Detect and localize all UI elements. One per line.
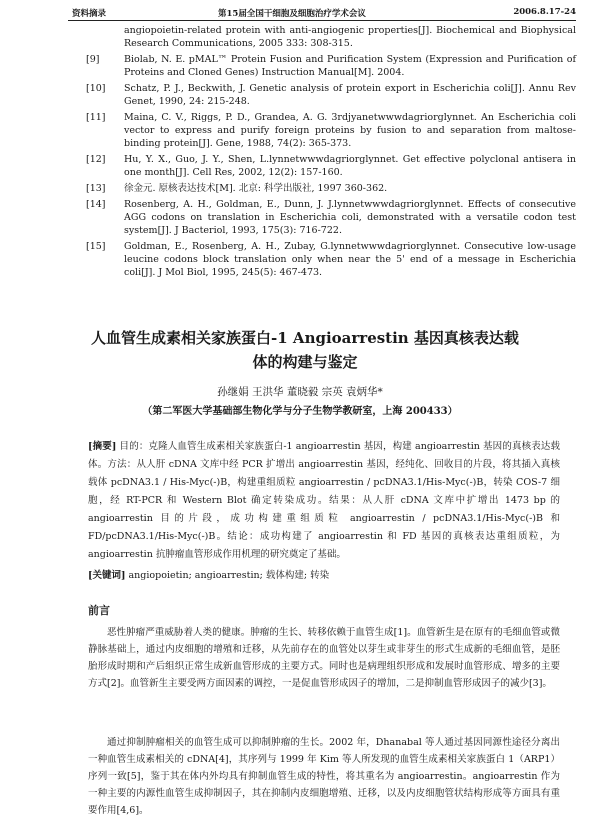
reference-text: Rosenberg, A. H., Goldman, E., Dunn, J. J.lynnetwwwdagriorglynnet. Effects of consecutive AGG codons on translation in Escherichia coli, demonstrated with a versatile codon test system[J]. J Bacteriol, 1993, 175(3): 716-722.: [124, 199, 576, 236]
reference-list: [86, 24, 576, 282]
keywords: [88, 569, 560, 583]
body-paragraph: 恶性肿瘤严重威胁着人类的健康。肿瘤的生长、转移依赖于血管生成[1]。血管新生是在原有的毛细血管或微静脉基础上，通过内皮细胞的增殖和迁移，从先前存在的血管处以芽生或非芽生的形式生成新的毛细血管，是胚胎形成时期和产后组织正常生成新血管形成的主要方式。同时也是病理组织形成和发展时血管形成、增多的主要方式[2]。血管新生主要受两方面因素的调控，一是促血管形成因子的增加，二是抑制血管形成因子的减少[3]。: [88, 627, 560, 689]
reference-number: [12]: [86, 154, 106, 165]
header-center: 第15届全国干细胞及细胞治疗学术会议: [218, 9, 366, 19]
affiliation: （第二军医大学基础部生物化学与分子生物学教研室，上海 200433）: [142, 406, 458, 417]
author-list: 孙继娟 王洪华 董晓毅 宗英 袁炳华*: [217, 386, 383, 398]
paper-title: 人血管生成素相关家族蛋白-1 Angioarrestin 基因真核表达载体的构建与鉴定: [91, 329, 519, 371]
reference-number: [15]: [86, 241, 106, 252]
reference-text: Goldman, E., Rosenberg, A. H., Zubay, G.lynnetwwwdagriorglynnet. Consecutive low-usage leucine codons block translation only when near the 5' end of a message in Escherichia coli[J]. J Mol Biol, 1995, 245(5): 467-473.: [124, 241, 576, 278]
reference-number: [14]: [86, 199, 106, 210]
reference-item: [86, 111, 576, 150]
reference-text: Hu, Y. X., Guo, J. Y., Shen, L.lynnetwwwdagriorglynnet. Get effective polyclonal antisera in one month[J]. Cell Res, 2002, 12(2): 157-160.: [124, 154, 576, 178]
keywords-text: angiopoietin; angioarrestin; 载体构建; 转染: [125, 570, 330, 581]
abstract-text: 目的：克隆人血管生成素相关家族蛋白-1 angioarrestin 基因，构建 angioarrestin 基因的真核表达载体。方法：从人肝 cDNA 文库中经 PCR 扩增出 angioarrestin 基因，经纯化、回收目的片段，将其插入真核载体 pcDNA3.1 / His-Myc(-)B，构建重组质粒 angioarrestin / pcDNA3.1/His-Myc(-)B，转染 COS-7 细胞，经 RT-PCR 和 Western Blot 确定转染成功。结果：从人肝 cDNA 文库中扩增出 1473 bp 的 angioarrestin 目的片段，成功构建重组质粒 angioarrestin / pcDNA3.1/His-Myc(-)B 和 FD/pcDNA3.1/His-Myc(-)B。结论：成功构建了 angioarrestin 和 FD 基因的真核表达重组质粒，为 angioarrestin 抗肿瘤血管形成作用机理的研究奠定了基础。: [88, 441, 560, 560]
running-header: [68, 6, 576, 21]
reference-number: [9]: [86, 54, 100, 65]
abstract: [88, 438, 560, 564]
reference-text: Biolab, N. E. pMAL™ Protein Fusion and Purification System (Expression and Purification of Proteins and Cloned Genes) Instruction Manual[M]. 2004.: [124, 54, 576, 78]
keywords-label: [关键词]: [88, 570, 126, 581]
reference-item: [86, 53, 576, 79]
reference-number: [13]: [86, 183, 106, 194]
reference-item: [86, 153, 576, 179]
reference-number: [11]: [86, 112, 106, 123]
reference-item: [86, 198, 576, 237]
section-title: 前言: [88, 604, 110, 617]
reference-text: Schatz, P. J., Beckwith, J. Genetic analysis of protein export in Escherichia coli[J]. Annu Rev Genet, 1990, 24: 215-248.: [124, 83, 576, 107]
reference-number: [10]: [86, 83, 106, 94]
reference-text: angiopoietin-related protein with anti-angiogenic properties[J]. Biochemical and Biophysical Research Communications, 2005 333: 308-315.: [124, 25, 576, 49]
reference-item: [86, 24, 576, 50]
header-left: 资料摘录: [72, 9, 107, 19]
reference-text: 徐金元. 原核表达技术[M]. 北京: 科学出版社, 1997 360-362.: [124, 183, 388, 194]
reference-item: [86, 182, 576, 195]
reference-item: [86, 82, 576, 108]
abstract-label: [摘要]: [88, 441, 117, 452]
reference-item: [86, 240, 576, 279]
reference-text: Maina, C. V., Riggs, P. D., Grandea, A. G. 3rdjyanetwwwdagriorglynnet. An Escherichia coli vector to express and purify foreign proteins by fusion to and separation from maltose-binding protein[J]. Gene, 1988, 74(2): 365-373.: [124, 112, 576, 149]
header-right: 2006.8.17-24: [513, 7, 576, 17]
body-paragraph: 通过抑制肿瘤相关的血管生成可以抑制肿瘤的生长。2002 年，Dhanabal 等人通过基因同源性途径分离出一种血管生成素相关的 cDNA[4]，其序列与 1999 年 Kim 等人所发现的血管生成素相关家族蛋白 1（ARP1）序列一致[5]，鉴于其在体内外均具有抑制血管生成的特性，将其重名为 angioarrestin。angioarrestin 作为一种主要的内源性血管生成抑制因子，其在抑制内皮细胞增殖、迁移，以及内皮细胞管状结构形成等方面具有重要作用[4,6]。: [88, 737, 560, 816]
